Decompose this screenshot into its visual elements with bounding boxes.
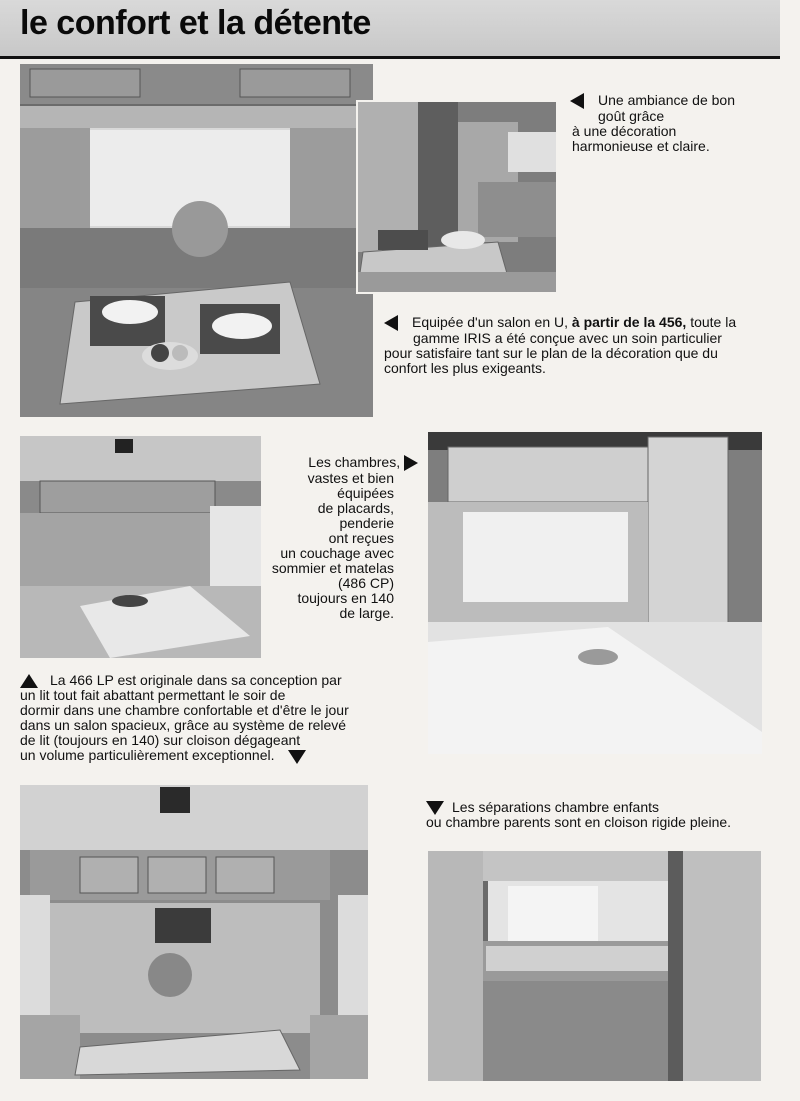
arrow-up-icon [20, 674, 38, 688]
arrow-down-icon [426, 801, 444, 815]
arrow-right-icon [404, 455, 418, 471]
page-header [0, 0, 780, 59]
arrow-left-icon [570, 93, 584, 109]
photo-ambiance [356, 100, 558, 294]
caption-separations: Les séparations chambre enfants ou chambre parents sont en cloison rigide pleine. [426, 799, 732, 831]
photo-chambre-lp [20, 436, 261, 658]
arrow-down-icon [288, 750, 306, 764]
caption-466lp: La 466 LP est originale dans sa conception par un lit tout fait abattant permettant le soir de dormir dans une chambre confortable et d'être le jour dans un salon spacieux, grâce au système de relevé de lit (toujours en 140) sur cloison dégageant un volume particulièrement exceptionnel. [20, 672, 349, 764]
photo-lit-releve [20, 785, 368, 1079]
caption-chambres: Les chambres, vastes et bien équipées de placards, penderie ont reçues un couchage avec sommier et matelas (486 CP) toujours en 140 de large. [270, 455, 418, 621]
caption-salon: Equipée d'un salon en U, à partir de la 456, toute la gamme IRIS a été conçue avec un soin particulier pour satisfaire tant sur le plan de la décoration que du confort les plus exigeants. [384, 314, 737, 377]
page-title: le confort et la détente [20, 4, 371, 42]
caption-ambiance: Une ambiance de bon goût grâce à une décoration harmonieuse et claire. [572, 92, 735, 155]
arrow-left-icon [384, 315, 398, 331]
photo-chambre-cp [428, 432, 762, 754]
photo-salon-u [20, 64, 373, 417]
photo-chambre-enfants [428, 851, 761, 1081]
